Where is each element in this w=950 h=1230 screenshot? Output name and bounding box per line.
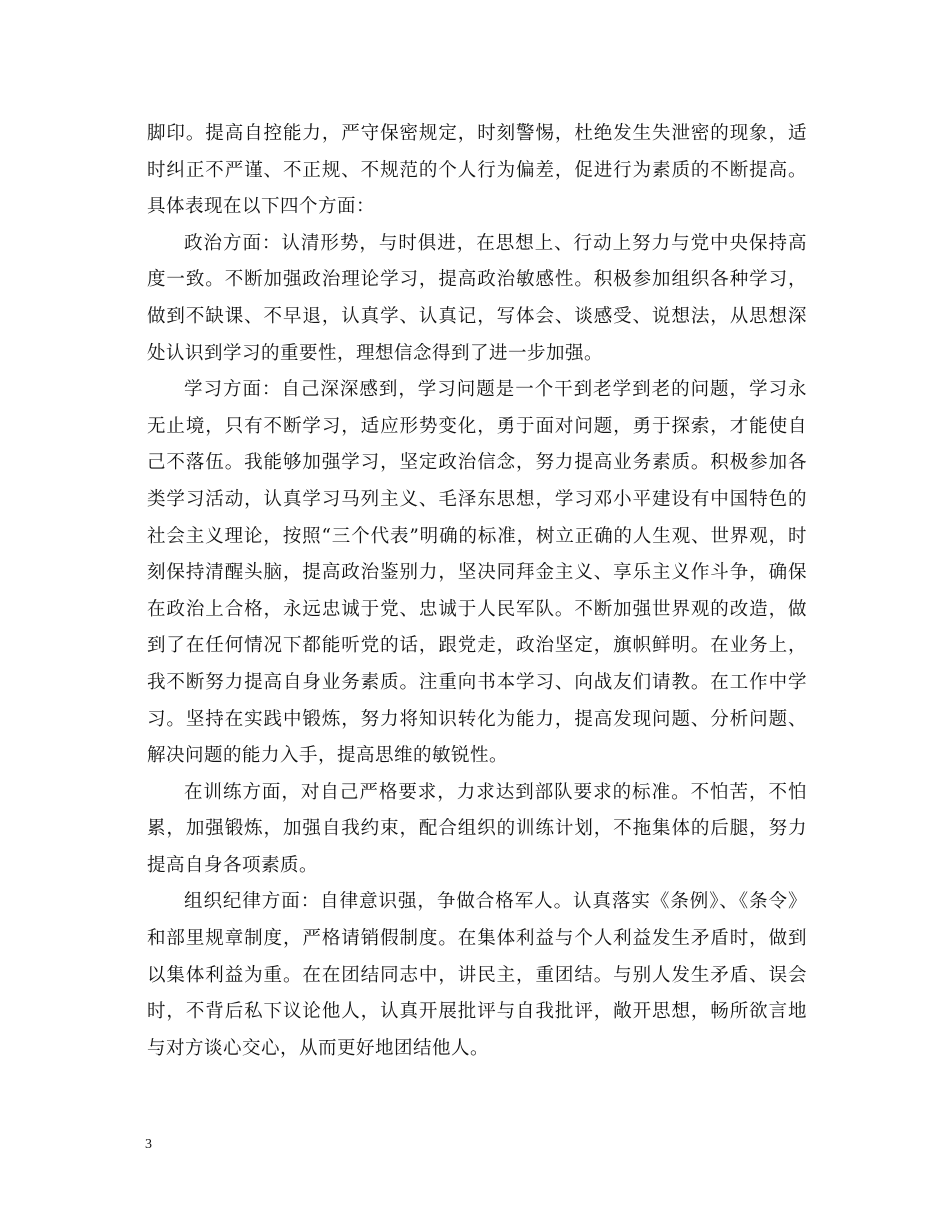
paragraph-politics: 政治方面：认清形势，与时俱进，在思想上、行动上努力与党中央保持高度一致。不断加强政治理论学习，提高政治敏感性。积极参加组织各种学习，做到不缺课、不早退，认真学、认真记，写体会、谈感受、说想法，从思想深处认识到学习的重要性，理想信念得到了进一步加强。 xyxy=(147,232,807,364)
paragraph-discipline: 组织纪律方面：自律意识强，争做合格军人。认真落实《条例》、《条令》和部里规章制度，严格请销假制度。在集体利益与个人利益发生矛盾时，做到以集体利益为重。在在团结同志中，讲民主，重团结。与别人发生矛盾、误会时，不背后私下议论他人，认真开展批评与自我批评，敞开思想，畅所欲言地与对方谈心交心，从而更好地团结他人。 xyxy=(147,891,807,1059)
paragraph-continuation: 脚印。提高自控能力，严守保密规定，时刻警惕，杜绝发生失泄密的现象，适时纠正不严谨、不正规、不规范的个人行为偏差，促进行为素质的不断提高。具体表现在以下四个方面： xyxy=(147,123,807,218)
paragraph-training: 在训练方面，对自己严格要求，力求达到部队要求的标准。不怕苦，不怕累，加强锻炼，加强自我约束，配合组织的训练计划，不拖集体的后腿，努力提高自身各项素质。 xyxy=(147,781,807,876)
page-number: 3 xyxy=(145,1137,152,1152)
body-text xyxy=(147,116,807,1067)
paragraph-study: 学习方面：自己深深感到，学习问题是一个干到老学到老的问题，学习永无止境，只有不断学习，适应形势变化，勇于面对问题，勇于探索，才能使自己不落伍。我能够加强学习，坚定政治信念，努力提高业务素质。积极参加各类学习活动，认真学习马列主义、毛泽东思想，学习邓小平建设有中国特色的社会主义理论，按照“三个代表”明确的标准，树立正确的人生观、世界观，时刻保持清醒头脑，提高政治鉴别力，坚决同拜金主义、享乐主义作斗争，确保在政治上合格，永远忠诚于党、忠诚于人民军队。不断加强世界观的改造，做到了在任何情况下都能听党的话，跟党走，政治坚定，旗帜鲜明。在业务上，我不断努力提高自身业务素质。注重向书本学习、向战友们请教。在工作中学习。坚持在实践中锻炼，努力将知识转化为能力，提高发现问题、分析问题、解决问题的能力入手，提高思维的敏锐性。 xyxy=(147,379,807,767)
